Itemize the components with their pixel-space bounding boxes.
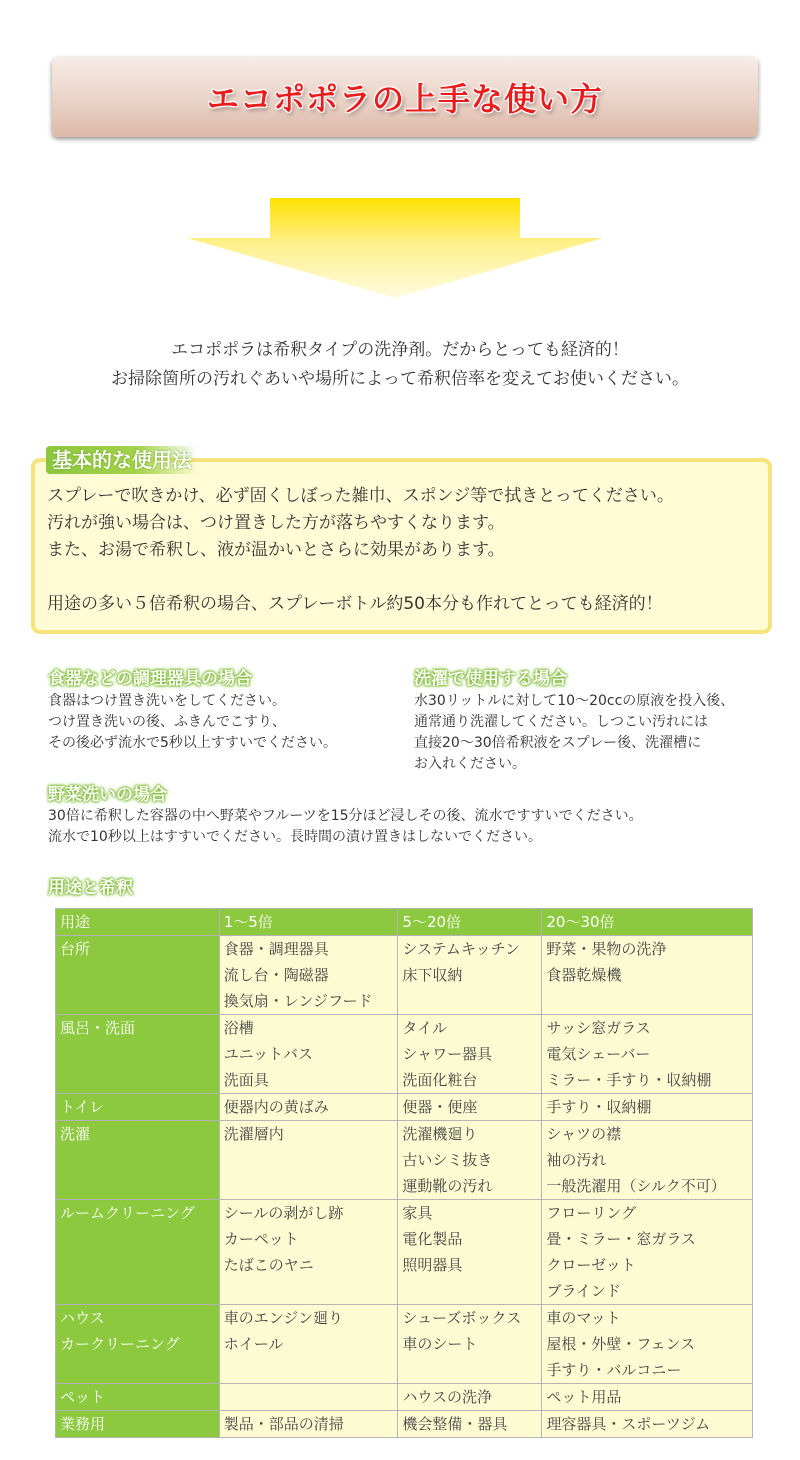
cell-line: 畳・ミラー・窓ガラス [546, 1230, 696, 1248]
table-row [56, 936, 753, 1015]
cell-line: サッシ窓ガラス [546, 1019, 651, 1037]
cell-line [402, 988, 537, 1014]
category-cell [56, 936, 220, 1015]
cell-line: シールの剥がし跡 [223, 1204, 344, 1222]
cell-line: 洗面化粧台 [402, 1071, 478, 1089]
table-row [56, 1094, 753, 1121]
cell-line: 電気シェーバー [546, 1045, 651, 1063]
cell-line: 手すり・収納棚 [546, 1098, 652, 1116]
dilution-20-30-cell [542, 936, 753, 1015]
table-row [56, 1121, 753, 1200]
cell-line: 野菜・果物の洗浄 [546, 940, 667, 958]
dilution-1-5-cell [219, 1200, 398, 1305]
category-cell [56, 1384, 220, 1411]
basic-line [47, 564, 674, 591]
cell-line: カーペット [223, 1230, 299, 1248]
dilution-5-20-cell [398, 1305, 542, 1384]
cell-line: 車のエンジン廻り [223, 1309, 343, 1327]
header-cell: 20～30倍 [542, 909, 753, 936]
usage-table [55, 908, 753, 1438]
page-title: エコポポラの上手な使い方 [206, 80, 603, 118]
cell-line [224, 1173, 394, 1199]
cell-line: 食器乾燥機 [546, 966, 622, 984]
cell-line: クローゼット [546, 1256, 636, 1274]
category-cell [56, 1015, 220, 1094]
cell-line: ペット [60, 1388, 106, 1406]
cell-line [224, 1384, 394, 1410]
laundry-line: 水30リットルに対して10～20ccの原液を投入後、 [414, 693, 735, 709]
cell-line: 業務用 [60, 1415, 106, 1433]
dilution-5-20-cell [398, 1384, 542, 1411]
cell-line: 屋根・外壁・フェンス [546, 1335, 696, 1353]
dilution-1-5-cell [219, 936, 398, 1015]
vegetable-text [48, 806, 643, 848]
cell-line: 袖の汚れ [546, 1151, 607, 1169]
dilution-5-20-cell [398, 936, 542, 1015]
cell-line: シャワー器具 [402, 1045, 493, 1063]
category-cell [56, 1094, 220, 1121]
dilution-1-5-cell [219, 1305, 398, 1384]
cell-line: ユニットバス [223, 1045, 313, 1063]
cell-line: たばこのヤニ [223, 1256, 314, 1274]
vegetable-line: 流水で10秒以上はすすいでください。長時間の漬け置きはしないでください。 [48, 829, 542, 845]
cell-line [60, 1226, 215, 1252]
category-cell [56, 1305, 220, 1384]
cell-line: 流し台・陶磁器 [223, 966, 329, 984]
cell-line: 古いシミ抜き [402, 1151, 493, 1169]
cell-line: カークリーニング [60, 1335, 180, 1353]
laundry-line: 通常通り洗濯してください。しつこい汚れには [414, 714, 708, 730]
cell-line: 食器・調理器具 [223, 940, 329, 958]
cell-line [60, 1252, 215, 1278]
title-banner [52, 57, 758, 137]
category-cell [56, 1200, 220, 1305]
cell-line [402, 1278, 537, 1304]
cell-line: ペット用品 [546, 1388, 622, 1406]
cell-line: 電化製品 [402, 1230, 463, 1248]
intro-text [0, 336, 800, 394]
dilution-5-20-cell [398, 1094, 542, 1121]
cell-line: 機会整備・器具 [402, 1415, 508, 1433]
cell-line [60, 988, 215, 1014]
cell-line: ブラインド [546, 1282, 621, 1300]
dilution-1-5-cell [219, 1384, 398, 1411]
cell-line: 洗濯 [60, 1125, 91, 1143]
basic-line: 用途の多い５倍希釈の場合、スプレーボトル約50本分も作れてとっても経済的！ [47, 594, 663, 614]
kitchen-line: つけ置き洗いの後、ふきんでこすり、 [48, 714, 286, 730]
cell-line: 洗面具 [223, 1071, 269, 1089]
basic-line: また、お湯で希釈し、液が温かいとさらに効果があります。 [47, 540, 505, 560]
dilution-20-30-cell [542, 1200, 753, 1305]
cell-line: フローリング [546, 1204, 637, 1222]
dilution-1-5-cell [219, 1121, 398, 1200]
kitchen-text [48, 691, 337, 754]
basic-usage-text [47, 483, 674, 618]
cell-line: シャツの襟 [546, 1125, 622, 1143]
table-row [56, 1305, 753, 1384]
cell-line: 手すり・バルコニー [546, 1361, 682, 1379]
table-row [56, 1200, 753, 1305]
cell-line [224, 1278, 394, 1304]
cell-line: 製品・部品の清掃 [223, 1415, 344, 1433]
dilution-20-30-cell [542, 1015, 753, 1094]
basic-usage-title: 基本的な使用法 [46, 446, 198, 474]
dilution-1-5-cell [219, 1094, 398, 1121]
cell-line [60, 1357, 215, 1383]
category-cell [56, 1411, 220, 1438]
cell-line: タイル [402, 1019, 448, 1037]
cell-line: 車のマット [546, 1309, 621, 1327]
dilution-5-20-cell [398, 1015, 542, 1094]
intro-line: エコポポラは希釈タイプの洗浄剤。だからとっても経済的！ [171, 340, 629, 360]
laundry-line: 直接20～30倍希釈液をスプレー後、洗濯槽に [414, 735, 702, 751]
cell-line: システムキッチン [402, 940, 520, 958]
header-cell: 1～5倍 [219, 909, 398, 936]
cell-line: 浴槽 [223, 1019, 254, 1037]
dilution-20-30-cell [542, 1411, 753, 1438]
vegetable-line: 30倍に希釈した容器の中へ野菜やフルーツを15分ほど浸しその後、流水ですすいでください。 [48, 808, 643, 824]
kitchen-line: 食器はつけ置き洗いをしてください。 [48, 693, 286, 709]
cell-line: ホイール [223, 1335, 284, 1353]
cell-line: トイレ [60, 1098, 105, 1116]
cell-line [60, 1278, 215, 1304]
table-row [56, 1384, 753, 1411]
dilution-20-30-cell [542, 1384, 753, 1411]
dilution-20-30-cell [542, 1305, 753, 1384]
cell-line: 洗濯層内 [223, 1125, 284, 1143]
cell-line: 風呂・洗面 [60, 1019, 136, 1037]
vegetable-title: 野菜洗いの場合 [48, 785, 167, 805]
laundry-title: 洗濯で使用する場合 [414, 669, 567, 689]
laundry-text [414, 691, 734, 775]
cell-line: シューズボックス [402, 1309, 522, 1327]
kitchen-line: その後必ず流水で5秒以上すすいでください。 [48, 735, 338, 751]
cell-line: 理容器具・スポーツジム [546, 1415, 711, 1433]
cell-line [60, 1041, 215, 1067]
kitchen-title: 食器などの調理器具の場合 [48, 669, 252, 689]
cell-line: 換気扇・レンジフード [223, 992, 373, 1010]
dilution-5-20-cell [398, 1411, 542, 1438]
cell-line: 照明器具 [402, 1256, 463, 1274]
cell-line: 家具 [402, 1204, 433, 1222]
cell-line: 便器・便座 [402, 1098, 478, 1116]
cell-line [60, 1067, 215, 1093]
cell-line: 一般洗濯用（シルク不可） [546, 1177, 726, 1195]
header-cell: 5～20倍 [398, 909, 542, 936]
intro-line: お掃除箇所の汚れぐあいや場所によって希釈倍率を変えてお使いください。 [111, 369, 689, 389]
cell-line [224, 1147, 394, 1173]
table-row [56, 1015, 753, 1094]
cell-line: 台所 [60, 940, 91, 958]
dilution-20-30-cell [542, 1094, 753, 1121]
basic-line: 汚れが強い場合は、つけ置きした方が落ちやすくなります。 [47, 513, 505, 533]
cell-line: 便器内の黄ばみ [223, 1098, 329, 1116]
cell-line [60, 1173, 215, 1199]
dilution-1-5-cell [219, 1411, 398, 1438]
cell-line [224, 1357, 394, 1383]
laundry-line: お入れください。 [414, 756, 526, 772]
cell-line [546, 988, 748, 1014]
category-cell [56, 1121, 220, 1200]
cell-line: ルームクリーニング [60, 1204, 195, 1222]
basic-line: スプレーで吹きかけ、必ず固くしぼった雑巾、スポンジ等で拭きとってください。 [47, 486, 674, 506]
cell-line: ハウス [60, 1309, 105, 1327]
dilution-5-20-cell [398, 1200, 542, 1305]
cell-line: 車のシート [402, 1335, 478, 1353]
cell-line [60, 1147, 215, 1173]
cell-line: 運動靴の汚れ [402, 1177, 493, 1195]
cell-line: 洗濯機廻り [402, 1125, 478, 1143]
dilution-20-30-cell [542, 1121, 753, 1200]
usage-table-title: 用途と希釈 [48, 878, 133, 898]
table-header-row [56, 909, 753, 936]
header-cell: 用途 [56, 909, 220, 936]
down-arrow-icon [187, 198, 603, 298]
cell-line [402, 1357, 537, 1383]
dilution-5-20-cell [398, 1121, 542, 1200]
cell-line: ミラー・手すり・収納棚 [546, 1071, 712, 1089]
table-row [56, 1411, 753, 1438]
cell-line [60, 962, 215, 988]
cell-line: 床下収納 [402, 966, 463, 984]
cell-line: ハウスの洗浄 [402, 1388, 492, 1406]
dilution-1-5-cell [219, 1015, 398, 1094]
